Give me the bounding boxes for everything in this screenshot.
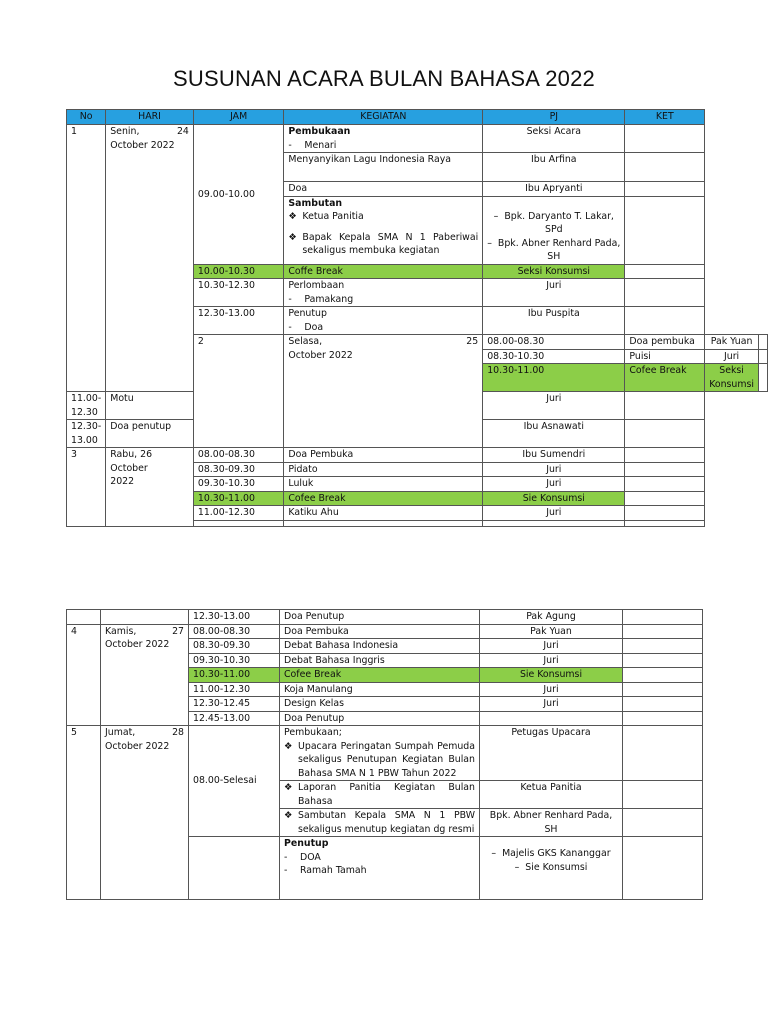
activity-cell: Debat Bahasa Inggris [280,653,480,668]
ket-cell [625,491,705,506]
ket-cell [625,264,705,279]
day-name: Senin, [110,126,140,137]
pj-cell: Bpk. Abner Renhard Pada, SH [480,809,623,837]
activity-cell: Cofee Break [625,364,705,392]
activity-item: Sambutan Kepala SMA N 1 PBW sekaligus menutup kegiatan dg resmi [298,810,475,835]
pj-cell: Juri [480,697,623,712]
document-title: SUSUNAN ACARA BULAN BAHASA 2022 [173,66,595,91]
activity-cell: Katiku Ahu [284,506,483,521]
day-cell [106,448,194,527]
activity-item: Upacara Peringatan Sumpah Pemuda sekaligus Penutupan Kegiatan Bulan Bahasa SMA N 1 PBW Tahun 2022 [298,740,475,779]
pj-cell [480,837,623,900]
activity-item: - Pamakang [288,293,478,307]
diamond-bullet-icon: ❖ [288,211,297,222]
header-no: No [67,110,106,125]
time-cell: 09.00-10.00 [193,125,284,265]
ket-cell [625,448,705,463]
activity-cell: Doa [284,182,483,197]
pj-cell: Juri [483,392,625,420]
pj-cell: Juri [483,279,625,307]
pj-cell: Ibu Arfina [483,153,625,182]
pj-cell: Juri [480,639,623,654]
day-name: Kamis, [105,625,137,637]
table-row [67,624,703,639]
ket-cell [759,335,768,350]
pj-cell [483,196,625,264]
day-cell [284,335,483,448]
pj-cell: Ibu Asnawati [483,420,625,448]
ket-cell [623,781,703,809]
activity-title: Perlombaan [288,280,345,291]
pj-cell: Pak Yuan [705,335,759,350]
pj-cell [480,711,623,726]
ket-cell [625,477,705,492]
time-cell: 10.30-12.30 [193,279,284,307]
pj-cell: Pak Yuan [480,624,623,639]
time-cell: 09.30-10.30 [189,653,280,668]
time-cell: 10.30-11.00 [193,491,284,506]
pj-item: – Sie Konsumsi [514,861,588,873]
activity-cell: Doa penutup [106,420,194,448]
activity-cell: Doa Penutup [280,610,480,625]
activity-cell: Doa Penutup [280,711,480,726]
activity-title: Penutup [284,838,329,849]
activity-cell [284,196,483,264]
day-number: 3 [67,448,106,527]
activity-cell: Koja Manulang [280,682,480,697]
header-jam: JAM [193,110,284,125]
day-number [67,610,101,625]
ket-cell [625,279,705,307]
pj-cell: Ketua Panitia [480,781,623,809]
pj-cell: Ibu Puspita [483,307,625,335]
ket-cell [625,392,705,420]
ket-cell [623,624,703,639]
pj-cell: Juri [480,682,623,697]
time-cell [189,837,280,900]
time-cell: 12.30-13.00 [67,420,106,448]
time-cell: 11.00-12.30 [189,682,280,697]
ket-cell [625,196,705,264]
activity-cell: Cofee Break [280,668,480,683]
ket-cell [625,182,705,197]
ket-cell [623,726,703,781]
day-number: 2 [193,335,284,448]
day-name: Selasa, [288,336,323,347]
activity-cell [284,520,483,526]
table-row [67,610,703,625]
pj-cell: Pak Agung [480,610,623,625]
ket-cell [623,682,703,697]
ket-cell [623,809,703,837]
activity-cell: Pidato [284,462,483,477]
header-hari: HARI [106,110,194,125]
day-month: October 2022 [110,139,175,151]
ket-cell [625,125,705,153]
pj-cell: Ibu Apryanti [483,182,625,197]
day-month: October 2022 [105,639,170,650]
pj-item: – Bpk. Abner Renhard Pada, SH [487,237,621,262]
table-row [67,448,768,463]
activity-cell [280,809,480,837]
activity-cell [284,307,483,335]
header-kegiatan: KEGIATAN [284,110,483,125]
schedule-table-1 [66,109,768,527]
time-cell: 08.00-08.30 [483,335,625,350]
time-cell: 12.45-13.00 [189,711,280,726]
activity-item: Laporan Panitia Kegiatan Bulan Bahasa [298,782,475,807]
activity-item: - Ramah Tamah [284,864,475,878]
ket-cell [623,639,703,654]
pj-item: – Majelis GKS Kananggar [491,848,611,859]
time-cell: 10.00-10.30 [193,264,284,279]
activity-cell [284,279,483,307]
activity-cell: Doa Pembuka [284,448,483,463]
activity-title: Pembukaan [288,126,351,137]
activity-item: Ketua Panitia [302,211,364,222]
ket-cell [625,420,705,448]
pj-cell: Juri [480,653,623,668]
day-number: 4 [67,624,101,726]
ket-cell [623,711,703,726]
pj-cell: Juri [483,477,625,492]
day-cell [101,726,189,900]
ket-cell [623,668,703,683]
table-header-row [67,110,768,125]
day-date: 27 [172,625,184,637]
activity-cell: Coffe Break [284,264,483,279]
time-cell: 12.30-13.00 [193,307,284,335]
time-cell: 11.00-12.30 [193,506,284,521]
diamond-bullet-icon: ❖ [284,740,293,752]
day-month: October 2022 [288,349,353,361]
activity-cell: Debat Bahasa Indonesia [280,639,480,654]
diamond-bullet-icon: ❖ [288,231,297,243]
pj-cell: Seksi Konsumsi [705,364,759,392]
ket-cell [625,520,705,526]
day-date: 25 [466,336,479,347]
ket-cell [623,610,703,625]
ket-cell [625,307,705,335]
pj-cell: Petugas Upacara [480,726,623,781]
time-cell: 09.30-10.30 [193,477,284,492]
time-cell: 08.00-08.30 [189,624,280,639]
pj-cell: Juri [483,462,625,477]
activity-title: Sambutan [288,197,343,209]
ket-cell [625,462,705,477]
ket-cell [623,697,703,712]
time-cell [193,520,284,526]
pj-cell: Sie Konsumsi [480,668,623,683]
table-row [67,125,768,153]
activity-title: Penutup [288,308,327,319]
pj-cell: Ibu Sumendri [483,448,625,463]
activity-item: - Doa [288,321,478,335]
ket-cell [759,364,768,392]
pj-cell: Seksi Konsumsi [483,264,625,279]
pj-cell: Juri [483,506,625,521]
time-cell: 08.30-09.30 [189,639,280,654]
day-month: October 2022 [105,740,170,752]
ket-cell [623,653,703,668]
pj-cell: Seksi Acara [483,125,625,153]
activity-cell: Design Kelas [280,697,480,712]
activity-cell [280,781,480,809]
activity-item: - Menari [288,139,478,153]
day-name: Rabu, 26 October [110,449,153,474]
diamond-bullet-icon: ❖ [284,782,293,793]
activity-title: Pembukaan; [284,727,342,738]
ket-cell [623,837,703,900]
schedule-table-2 [66,609,703,900]
activity-cell: Motu [106,392,194,420]
day-cell [101,610,189,625]
time-cell: 10.30-11.00 [189,668,280,683]
time-cell: 12.30-12.45 [189,697,280,712]
day-cell [101,624,189,726]
activity-item: Bapak Kepala SMA N 1 Paberiwai sekaligus membuka kegiatan [302,231,479,256]
ket-cell [625,153,705,182]
time-cell: 10.30-11.00 [483,364,625,392]
activity-cell [280,837,480,900]
activity-cell: Doa pembuka [625,335,705,350]
day-number: 1 [67,125,106,392]
table-row [67,726,703,781]
ket-cell [625,506,705,521]
activity-cell: Menyanyikan Lagu Indonesia Raya [284,153,483,182]
diamond-bullet-icon: ❖ [284,810,293,821]
day-month: 2022 [110,476,135,487]
ket-cell [759,349,768,364]
day-date: 28 [172,727,184,738]
day-cell [106,125,194,392]
activity-cell [280,726,480,781]
activity-cell: Luluk [284,477,483,492]
header-pj: PJ [483,110,625,125]
pj-cell: Juri [705,349,759,364]
activity-cell: Doa Pembuka [280,624,480,639]
time-cell: 12.30-13.00 [189,610,280,625]
day-date: 24 [176,126,189,137]
activity-item: - DOA [284,851,475,865]
time-cell: 08.00-08.30 [193,448,284,463]
time-cell: 08.30-10.30 [483,349,625,364]
activity-cell [284,125,483,153]
time-cell: 08.00-Selesai [189,726,280,837]
activity-cell: Cofee Break [284,491,483,506]
time-cell: 11.00-12.30 [67,392,106,420]
day-number: 5 [67,726,101,900]
time-cell: 08.30-09.30 [193,462,284,477]
header-ket: KET [625,110,705,125]
pj-cell [483,520,625,526]
pj-cell: Sie Konsumsi [483,491,625,506]
pj-item: – Bpk. Daryanto T. Lakar, SPd [493,210,614,235]
day-name: Jumat, [105,727,136,738]
activity-cell: Puisi [625,349,705,364]
